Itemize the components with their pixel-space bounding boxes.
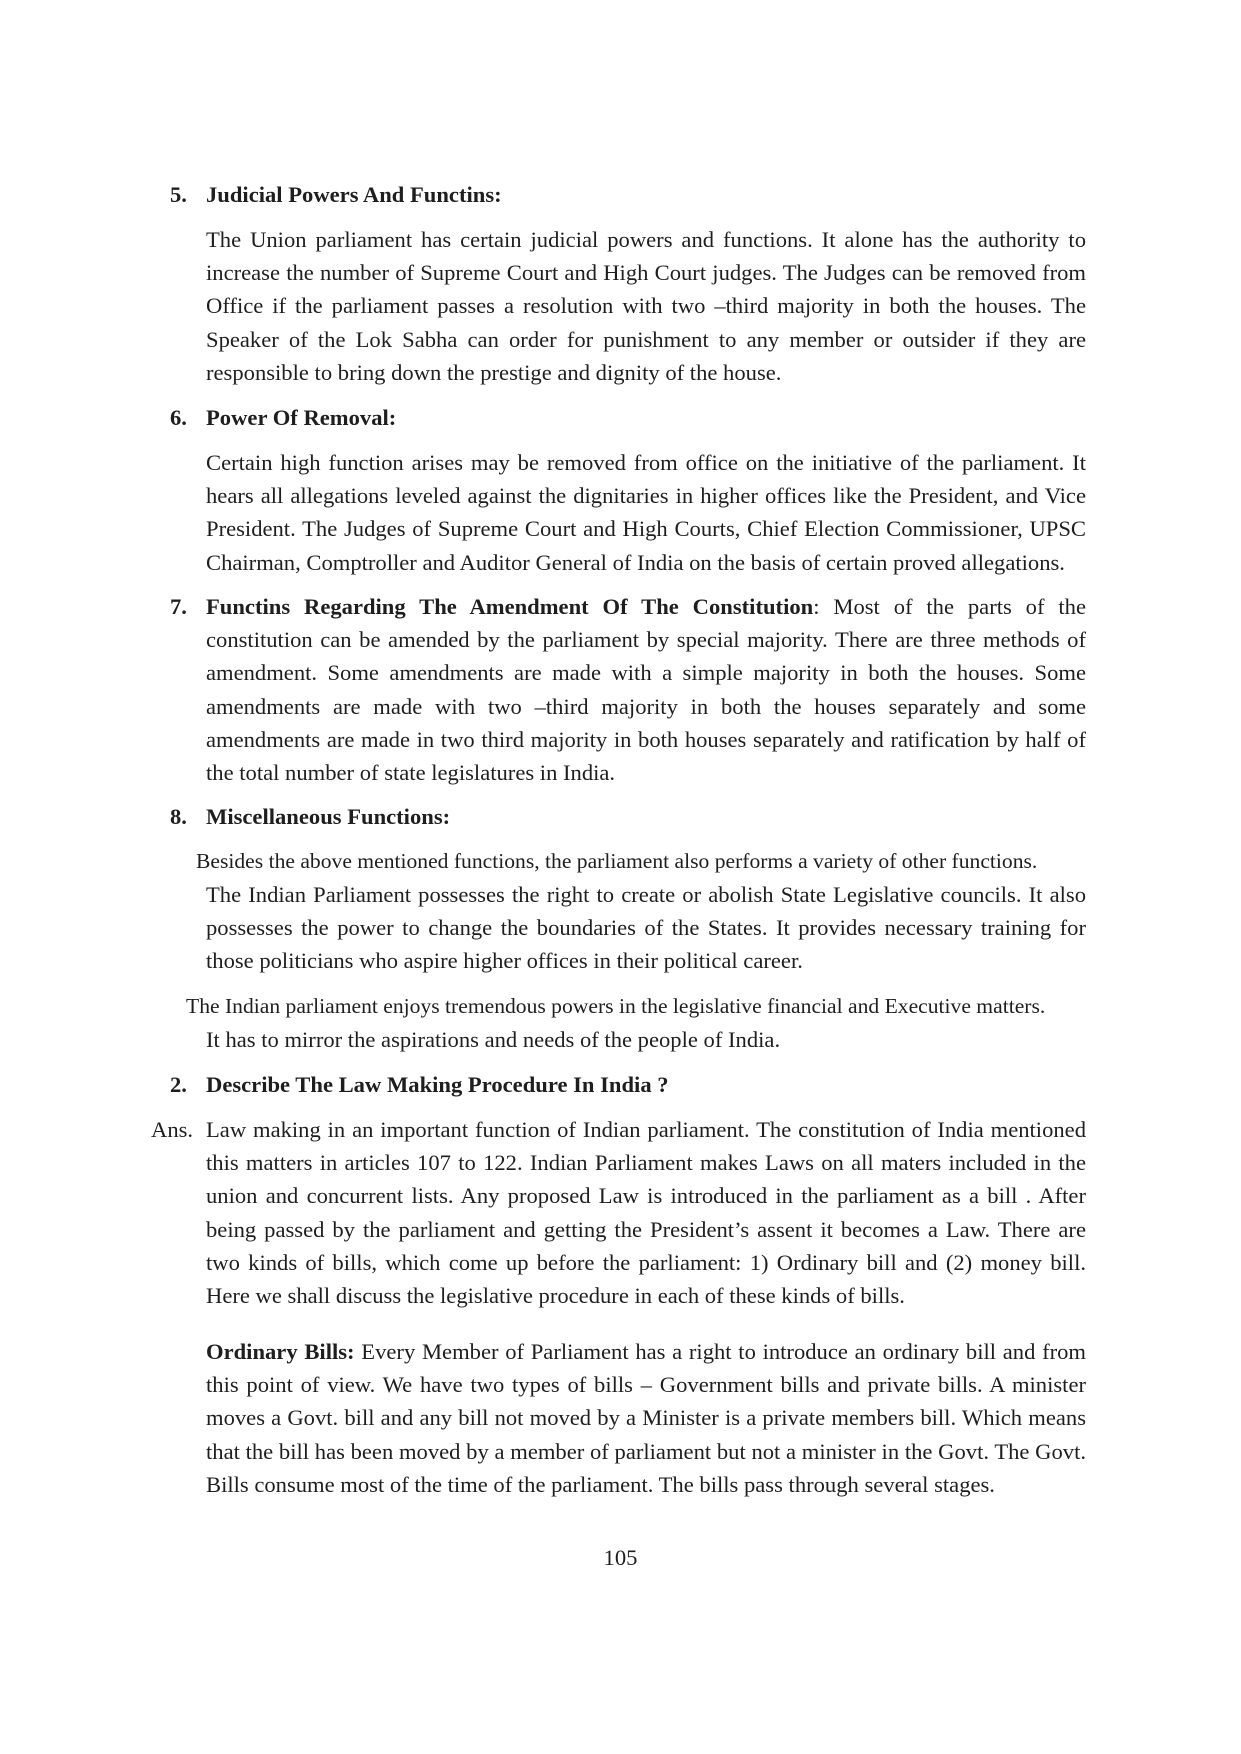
question-heading [170, 1068, 1086, 1101]
section-number: 5. [170, 182, 187, 207]
section-8-body: The Indian Parliament possesses the right to create or abolish State Legislative councils. It also possesses the power to change the boundaries of the States. It provides necessary training for those politicians who aspire higher offices in their political career. [206, 882, 1086, 974]
section-8-heading [170, 800, 1086, 833]
section-title: Functins Regarding The Amendment Of The Constitution [206, 594, 814, 619]
ordinary-bills-text: Every Member of Parliament has a right to introduce an ordinary bill and from this point of view. We have two types of bills – Government bills and private bills. A minister moves a Govt. bill and any bill not moved by a Minister is a private members bill. Which means that the bill has been moved by a member of parliament but not a minister in the Govt. The Govt. Bills consume most of the time of the parliament. The bills pass through several stages. [206, 1339, 1087, 1497]
question-number: 2. [170, 1072, 187, 1097]
page-number: 105 [603, 1545, 638, 1570]
section-title: Power Of Removal: [206, 405, 397, 430]
section-5-body: The Union parliament has certain judicial powers and functions. It alone has the authority to increase the number of Supreme Court and High Court judges. The Judges can be removed from Office if the parliament passes a resolution with two –third majority in both the houses. The Speaker of the Lok Sabha can order for punishment to any member or outsider if they are responsible to bring down the prestige and dignity of the house. [206, 227, 1086, 385]
ordinary-bills-paragraph [206, 1335, 1086, 1501]
section-7-body [170, 590, 1086, 789]
closing-first-line: The Indian parliament enjoys tremendous powers in the legislative financial and Executive matters. [186, 994, 1046, 1018]
section-text: : Most of the parts of the constitution can be amended by the parliament by special majority. There are three methods of amendment. Some amendments are made with a simple majority in both the houses. Some amendments are made with two –third majority in both the houses separately and some amendments are made in two third majority in both houses separately and ratification by half of the total number of state legislatures in India. [206, 594, 1086, 786]
section-number: 7. [170, 594, 187, 619]
section-number: 8. [170, 804, 187, 829]
closing-rest: It has to mirror the aspirations and needs of the people of India. [206, 1027, 781, 1052]
ordinary-bills-lead: Ordinary Bills: [206, 1339, 355, 1364]
section-title: Miscellaneous Functions: [206, 804, 451, 829]
section-6-body: Certain high function arises may be removed from office on the initiative of the parliament. It hears all allegations leveled against the dignitaries in higher offices like the President, and Vice President. The Judges of Supreme Court and High Courts, Chief Election Commissioner, UPSC Chairman, Comptroller and Auditor General of India on the basis of certain proved allegations. [206, 450, 1086, 575]
section-5-heading [170, 178, 1086, 211]
answer-body [151, 1113, 1086, 1312]
section-8-first-line: Besides the above mentioned functions, the parliament also performs a variety of other functions. [196, 849, 1038, 873]
question-title: Describe The Law Making Procedure In India ? [206, 1072, 669, 1097]
answer-label: Ans. [151, 1117, 194, 1142]
section-6-heading [170, 401, 1086, 434]
section-title: Judicial Powers And Functins: [206, 182, 502, 207]
section-number: 6. [170, 405, 187, 430]
answer-text: Law making in an important function of Indian parliament. The constitution of India mentioned this matters in articles 107 to 122. Indian Parliament makes Laws on all maters included in the union and concurrent lists. Any proposed Law is introduced in the parliament as a bill . After being passed by the parliament and getting the President’s assent it becomes a Law. There are two kinds of bills, which come up before the parliament: 1) Ordinary bill and (2) money bill. Here we shall discuss the legislative procedure in each of these kinds of bills. [206, 1117, 1086, 1309]
